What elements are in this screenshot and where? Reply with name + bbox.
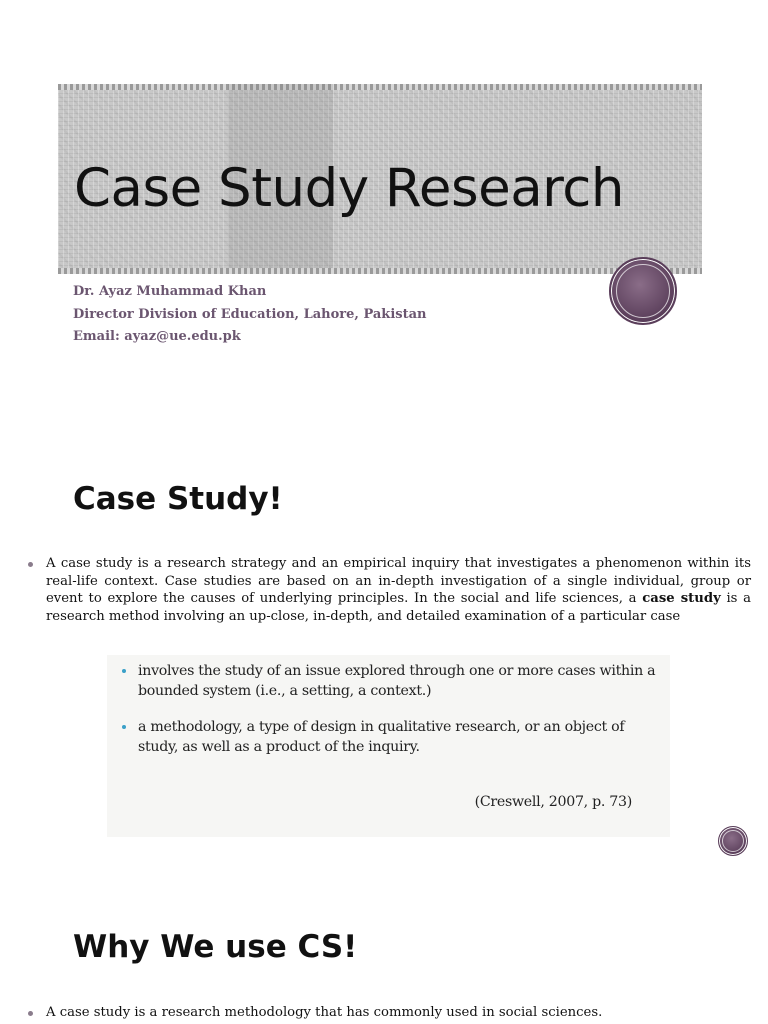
case-study-heading: Case Study! bbox=[73, 481, 283, 517]
bullet-dot-icon bbox=[122, 669, 126, 673]
why-use-cs-heading: Why We use CS! bbox=[73, 929, 358, 965]
creswell-quote-box bbox=[107, 655, 670, 837]
quote-item-text: involves the study of an issue explored through one or more cases within a bounded system (i.e., a setting, a context.) bbox=[138, 663, 656, 699]
quote-item bbox=[121, 717, 656, 757]
bullet-dot-icon bbox=[28, 1011, 33, 1016]
title-banner bbox=[58, 84, 702, 274]
banner-top-edge bbox=[58, 84, 702, 90]
quote-citation: (Creswell, 2007, p. 73) bbox=[474, 794, 632, 810]
definition-bold-term: case study bbox=[642, 591, 721, 606]
definition-text-part-1: A case study is a research strategy and an empirical inquiry that investigates a phenomenon within its real-life context. Case studies are based on an in-depth investigation of a single individual, group or event to explore the causes of underlying principles. In the social and life sciences, a bbox=[46, 556, 751, 606]
author-info bbox=[73, 281, 426, 349]
circle-badge-icon bbox=[609, 257, 677, 325]
quote-item bbox=[121, 661, 656, 701]
banner-bottom-edge bbox=[58, 268, 702, 274]
circle-badge-icon bbox=[718, 826, 748, 856]
bullet-dot-icon bbox=[122, 725, 126, 729]
bullet-dot-icon bbox=[28, 562, 33, 567]
case-study-definition bbox=[46, 555, 751, 625]
page-title: Case Study Research bbox=[74, 158, 625, 219]
quote-item-text: a methodology, a type of design in qualitative research, or an object of study, as well as a product of the inquiry. bbox=[138, 719, 625, 755]
why-use-cs-text: A case study is a research methodology that has commonly used in social sciences. bbox=[46, 1005, 603, 1020]
author-name: Dr. Ayaz Muhammad Khan bbox=[73, 284, 267, 299]
author-position: Director Division of Education, Lahore, Pakistan bbox=[73, 306, 427, 322]
author-email: Email: ayaz@ue.edu.pk bbox=[73, 329, 241, 344]
definition-text-part-2: is a research method involving an up-close, in-depth, and detailed examination of a particular case bbox=[46, 591, 752, 624]
